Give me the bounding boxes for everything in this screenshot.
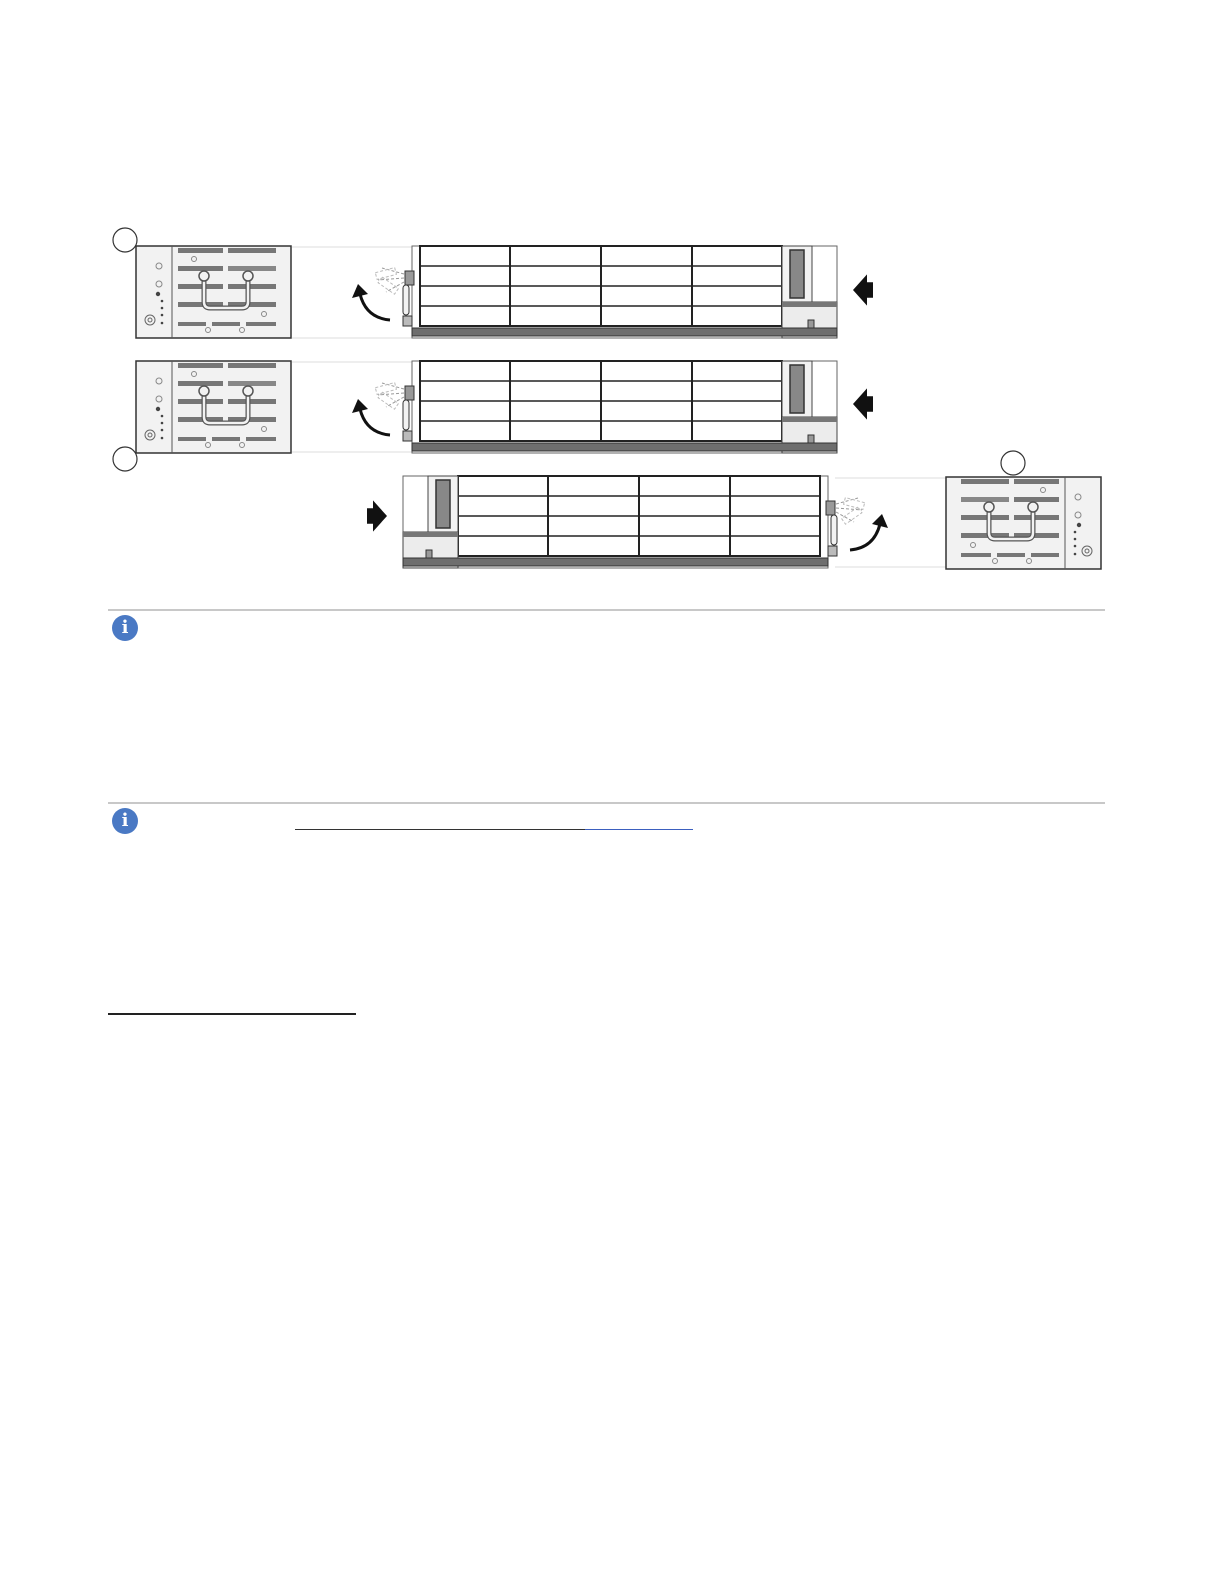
module-row-1 xyxy=(136,246,873,338)
push-arrow-1 xyxy=(853,274,873,305)
module-row-3 xyxy=(367,476,1101,569)
power-module-1 xyxy=(136,246,291,338)
drive-drawer-2 xyxy=(375,361,837,453)
note-2-reference-link[interactable] xyxy=(585,829,693,834)
module-row-2 xyxy=(136,361,873,453)
lever-rotate-arrow-2 xyxy=(352,399,390,435)
section-heading-underline xyxy=(108,1013,356,1015)
callout-3 xyxy=(1001,451,1025,475)
info-icon: i xyxy=(112,615,138,641)
push-arrow-2 xyxy=(853,388,873,419)
push-arrow-3 xyxy=(367,500,387,531)
lever-rotate-arrow-1 xyxy=(352,284,390,320)
note-1-divider xyxy=(108,609,1105,611)
lever-rotate-arrow-3 xyxy=(850,514,888,550)
power-module-2 xyxy=(136,361,291,453)
note-2-divider xyxy=(108,802,1105,804)
drive-drawer-3 xyxy=(403,476,865,568)
power-module-3 xyxy=(946,477,1101,569)
note-2-reference-underline xyxy=(295,829,585,830)
info-icon: i xyxy=(112,808,138,834)
drive-drawer-1 xyxy=(375,246,837,338)
callout-1 xyxy=(113,228,137,252)
module-installation-figure xyxy=(0,0,1224,600)
callout-2 xyxy=(113,447,137,471)
